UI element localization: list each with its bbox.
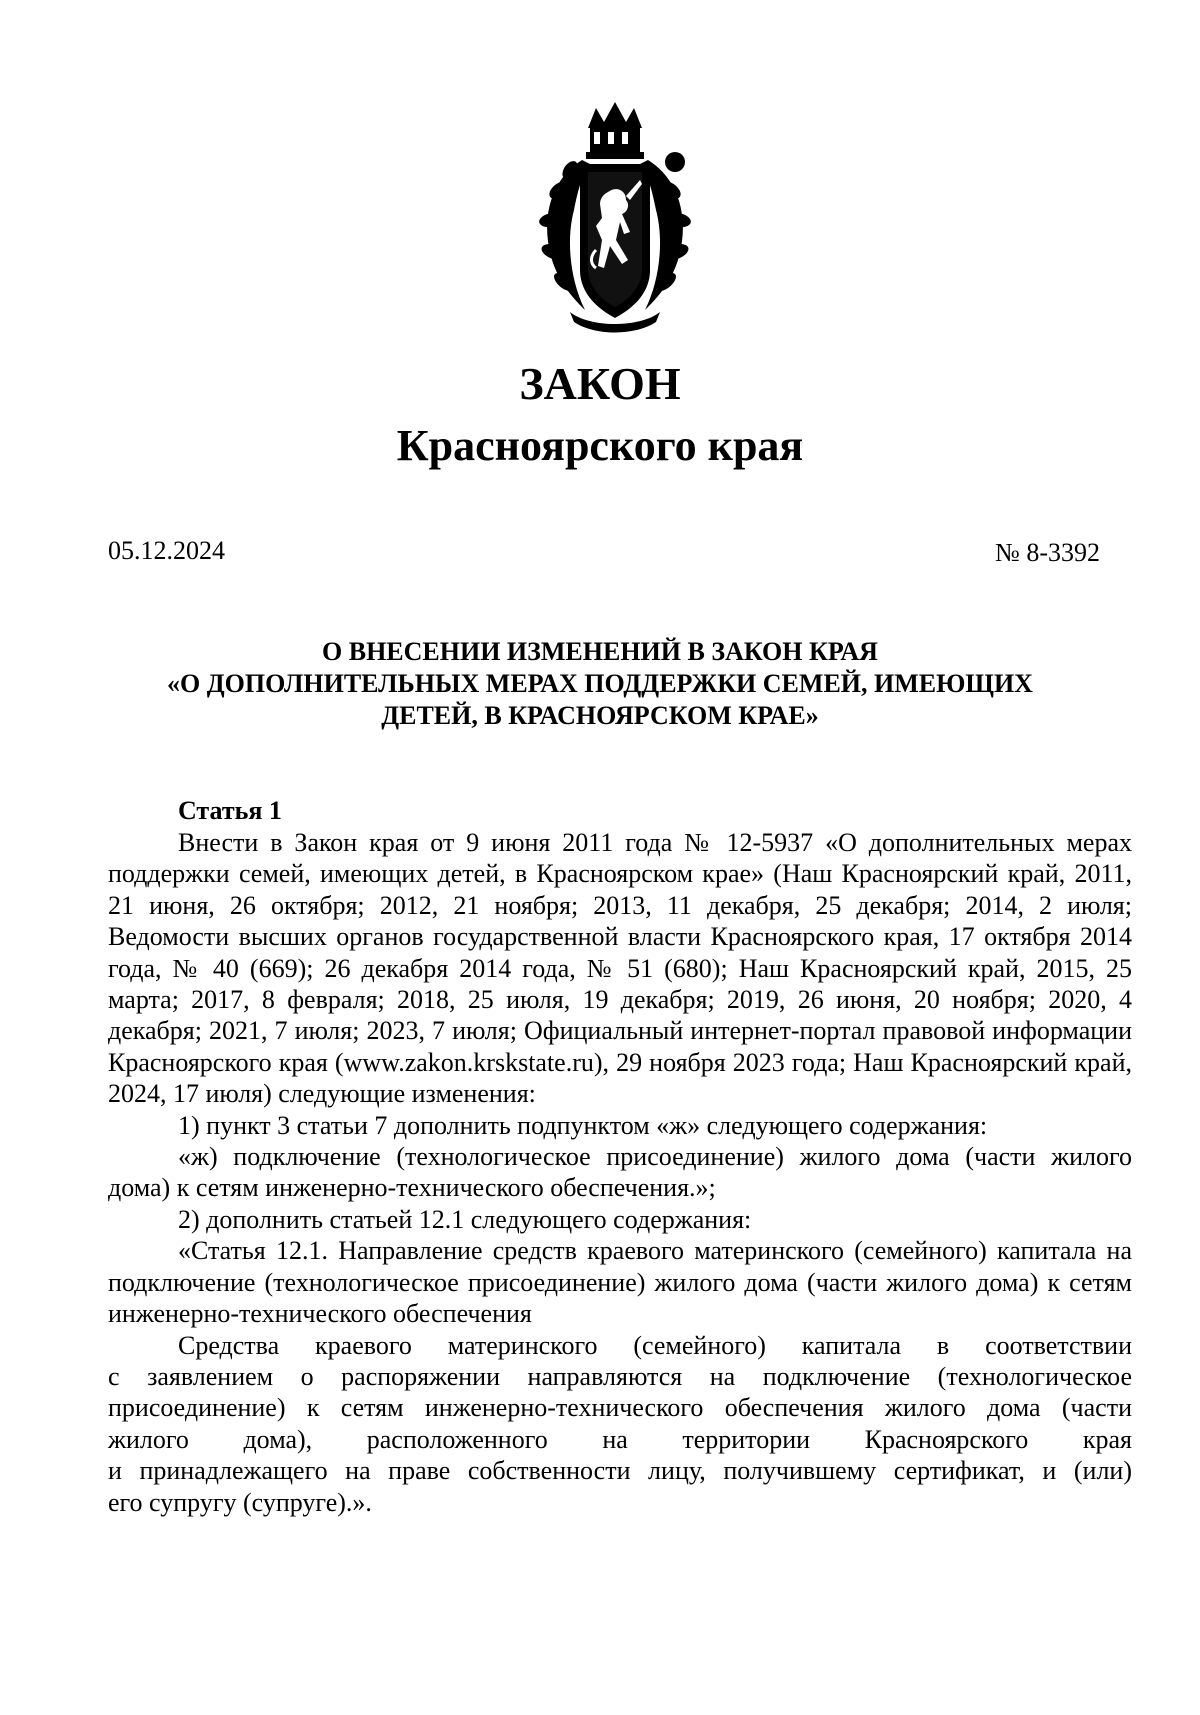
body-line: присоединение) к сетям инженерно-технического обеспечения жилого дома (части: [108, 1393, 1132, 1423]
document-body: [108, 795, 1132, 1518]
article-intro-paragraph: Внести в Закон края от 9 июня 2011 года № 12-5937 «О дополнительных мерах поддержки семей, имеющих детей, в Красноярском крае» (Наш Красноярский край, 2011, 21 июня, 26 октября; 2012, 21 ноября; 2013, 11 декабря, 25 декабря; 2014, 2 июля; Ведомости высших органов государственной власти Красноярского края, 17 октября 2014 года, № 40 (669); 26 декабря 2014 года, № 51 (680); Наш Красноярский край, 2015, 25 марта; 2017, 8 февраля; 2018, 25 июля, 19 декабря; 2019, 26 июня, 20 ноября; 2020, 4 декабря; 2021, 7 июля; 2023, 7 июля; Официальный интернет-портал правовой информации Красноярского края (www.zakon.krskstate.ru), 29 ноября 2023 года; Наш Красноярский край, 2024, 17 июля) следующие изменения:: [108, 828, 1132, 1109]
body-line: жилого дома), расположенного на территории Красноярского края: [108, 1424, 1132, 1454]
amendment-item-1-text: «ж) подключение (технологическое присоединение) жилого дома (части жилого дома) к сетям инженерно-технического обеспечения.»;: [108, 1142, 1132, 1203]
heading-line: «О ДОПОЛНИТЕЛЬНЫХ МЕРАХ ПОДДЕРЖКИ СЕМЕЙ, ИМЕЮЩИХ: [167, 669, 1033, 698]
law-subtitle: Красноярского края: [396, 421, 804, 470]
law-heading: [100, 636, 1100, 732]
heading-line: О ВНЕСЕНИИ ИЗМЕНЕНИЙ В ЗАКОН КРАЯ: [322, 637, 878, 666]
body-line: с заявлением о распоряжении направляются на подключение (технологическое: [108, 1361, 1132, 1391]
document-number: № 8-3392: [995, 538, 1100, 567]
amendment-item-2-body: [108, 1330, 1132, 1518]
document-date: 05.12.2024: [108, 536, 225, 565]
heading-line: ДЕТЕЙ, В КРАСНОЯРСКОМ КРАЕ»: [381, 701, 819, 730]
body-line: и принадлежащего на праве собственности лицу, получившему сертификат, и (или): [108, 1456, 1132, 1486]
law-title: ЗАКОН: [519, 358, 681, 409]
article-title: Статья 1: [178, 796, 282, 825]
body-line: Средства краевого материнского (семейного) капитала в соответствии: [178, 1330, 1132, 1360]
amendment-item-2: 2) дополнить статьей 12.1 следующего содержания:: [178, 1204, 752, 1234]
shield-icon: [580, 164, 650, 318]
crown-icon: [586, 102, 644, 159]
coat-of-arms-emblem: [530, 100, 700, 340]
body-line: его супругу (супруге).».: [108, 1487, 372, 1517]
amendment-item-2-title: «Статья 12.1. Направление средств краевого материнского (семейного) капитала на подключение (технологическое присоединение) жилого дома (части жилого дома) к сетям инженерно-технического обеспечения: [108, 1236, 1132, 1329]
amendment-item-1: 1) пункт 3 статьи 7 дополнить подпунктом «ж» следующего содержания:: [178, 1110, 988, 1140]
